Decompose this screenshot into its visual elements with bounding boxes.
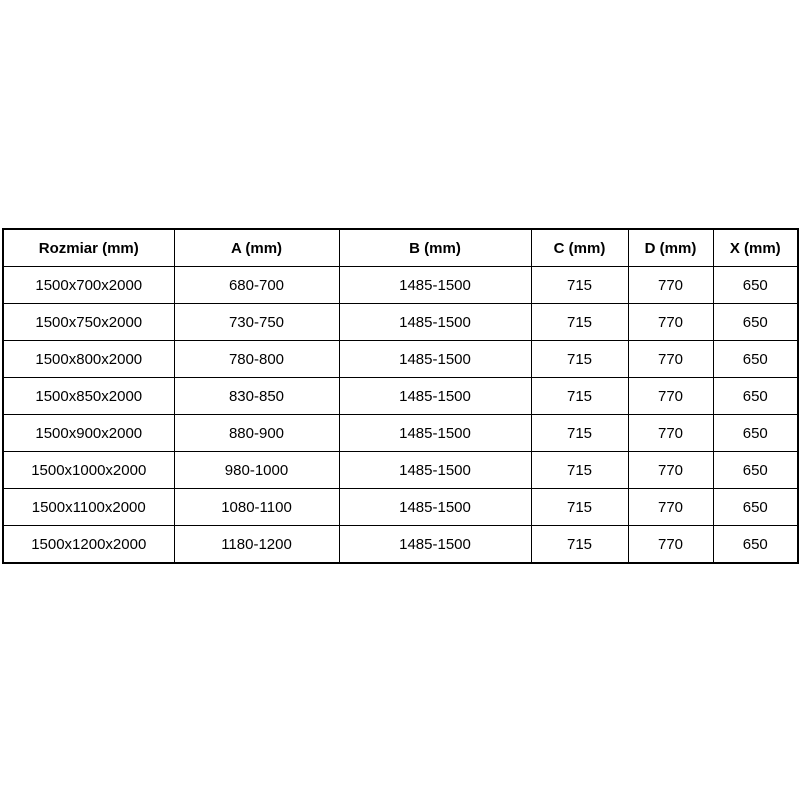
dimensions-spec-table [2, 228, 799, 564]
table-row [3, 341, 798, 378]
table-cell: 770 [628, 415, 713, 452]
table-cell: 830-850 [174, 378, 339, 415]
table-cell: 715 [531, 489, 628, 526]
table-cell: 1080-1100 [174, 489, 339, 526]
column-header: D (mm) [628, 229, 713, 267]
column-header: Rozmiar (mm) [3, 229, 174, 267]
table-row [3, 267, 798, 304]
table-cell: 770 [628, 378, 713, 415]
table-cell: 715 [531, 452, 628, 489]
table-cell: 1485-1500 [339, 267, 531, 304]
table-cell: 1500x1000x2000 [3, 452, 174, 489]
table-cell: 1500x700x2000 [3, 267, 174, 304]
spec-table-container [2, 228, 797, 564]
table-cell: 715 [531, 341, 628, 378]
table-cell: 1500x850x2000 [3, 378, 174, 415]
table-cell: 715 [531, 267, 628, 304]
table-body [3, 267, 798, 564]
table-cell: 770 [628, 526, 713, 564]
table-row [3, 526, 798, 564]
table-cell: 650 [713, 267, 798, 304]
table-cell: 715 [531, 526, 628, 564]
table-cell: 730-750 [174, 304, 339, 341]
table-cell: 1485-1500 [339, 526, 531, 564]
column-header: A (mm) [174, 229, 339, 267]
table-cell: 650 [713, 415, 798, 452]
table-cell: 1485-1500 [339, 489, 531, 526]
table-cell: 980-1000 [174, 452, 339, 489]
table-cell: 1485-1500 [339, 341, 531, 378]
table-row [3, 304, 798, 341]
table-cell: 770 [628, 452, 713, 489]
table-cell: 715 [531, 378, 628, 415]
table-cell: 650 [713, 378, 798, 415]
table-cell: 1500x750x2000 [3, 304, 174, 341]
table-cell: 1500x900x2000 [3, 415, 174, 452]
table-cell: 1485-1500 [339, 452, 531, 489]
table-cell: 780-800 [174, 341, 339, 378]
column-header: B (mm) [339, 229, 531, 267]
table-row [3, 489, 798, 526]
table-cell: 1485-1500 [339, 378, 531, 415]
column-header: X (mm) [713, 229, 798, 267]
table-header-row [3, 229, 798, 267]
table-cell: 1485-1500 [339, 415, 531, 452]
table-cell: 1485-1500 [339, 304, 531, 341]
column-header: C (mm) [531, 229, 628, 267]
table-cell: 1180-1200 [174, 526, 339, 564]
table-cell: 650 [713, 489, 798, 526]
table-cell: 650 [713, 341, 798, 378]
table-cell: 650 [713, 304, 798, 341]
table-row [3, 378, 798, 415]
table-cell: 880-900 [174, 415, 339, 452]
table-cell: 680-700 [174, 267, 339, 304]
table-cell: 1500x800x2000 [3, 341, 174, 378]
table-cell: 1500x1100x2000 [3, 489, 174, 526]
table-cell: 770 [628, 304, 713, 341]
table-cell: 770 [628, 341, 713, 378]
table-cell: 715 [531, 304, 628, 341]
table-cell: 770 [628, 267, 713, 304]
table-cell: 770 [628, 489, 713, 526]
table-row [3, 452, 798, 489]
table-cell: 1500x1200x2000 [3, 526, 174, 564]
table-cell: 715 [531, 415, 628, 452]
table-cell: 650 [713, 452, 798, 489]
table-row [3, 415, 798, 452]
table-cell: 650 [713, 526, 798, 564]
